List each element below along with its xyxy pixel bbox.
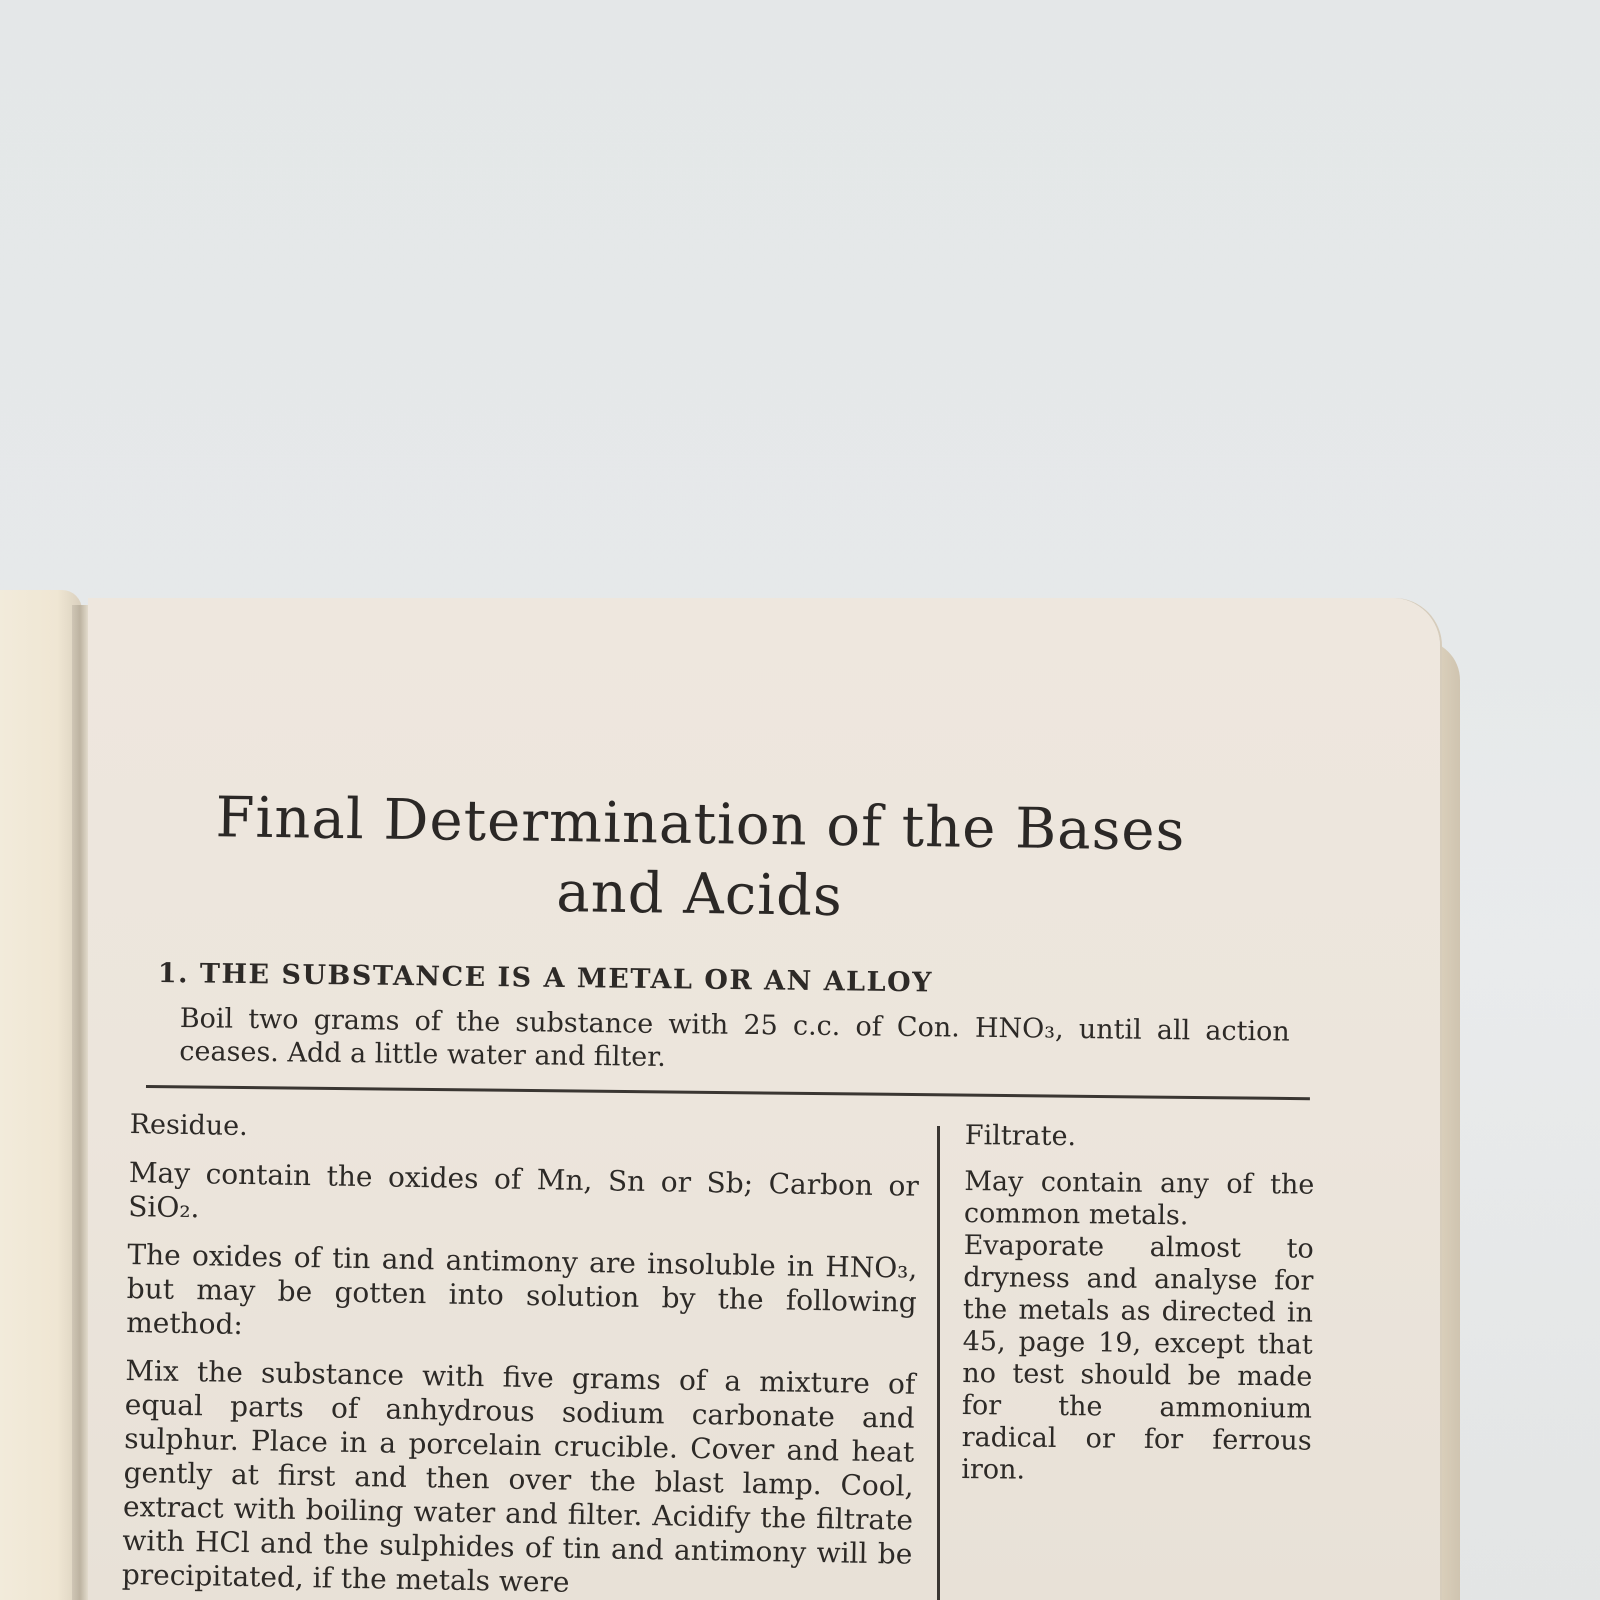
residue-column bbox=[121, 1108, 920, 1600]
title-line-1: Final Determination of the Bases bbox=[215, 785, 1186, 864]
intro-paragraph: Boil two grams of the substance with 25 c.c. of Con. HNO₃, until all action ceases. Add a little water and filter. bbox=[179, 1002, 1290, 1073]
residue-label: Residue. bbox=[129, 1108, 249, 1143]
page-title bbox=[179, 783, 1221, 938]
filtrate-paragraph-1: May contain any of the common metals. bbox=[963, 1165, 1315, 1232]
filtrate-label: Filtrate. bbox=[964, 1120, 1077, 1153]
filtrate-paragraph-2: Evaporate almost to dryness and analyse for the metals as directed in 45, page 19, except that no test should be made for the ammonium radical or for ferrous iron. bbox=[961, 1229, 1314, 1486]
residue-paragraph-3: Mix the substance with five grams of a mixture of equal parts of anhydrous sodium carbonate and sulphur. Place in a porcelain crucible. Cover and heat gently at first and then over the blast lamp. Cool, extract with boiling water and filter. Acidify the filtrate with HCl and the sulphides of tin and antimony will be precipitated, if the metals were bbox=[121, 1353, 916, 1599]
column-divider bbox=[937, 1126, 940, 1600]
filtrate-column bbox=[961, 1120, 1315, 1504]
left-page-edge bbox=[0, 590, 82, 1600]
section-heading: 1. THE SUBSTANCE IS A METAL OR AN ALLOY bbox=[157, 958, 934, 999]
book-gutter bbox=[72, 605, 88, 1600]
title-line-2: and Acids bbox=[555, 860, 844, 929]
residue-paragraph-1: May contain the oxides of Mn, Sn or Sb; Carbon or SiO₂. bbox=[127, 1155, 920, 1225]
residue-paragraph-2: The oxides of tin and antimony are insoluble in HNO₃, but may be gotten into solution by the following method: bbox=[125, 1237, 918, 1342]
